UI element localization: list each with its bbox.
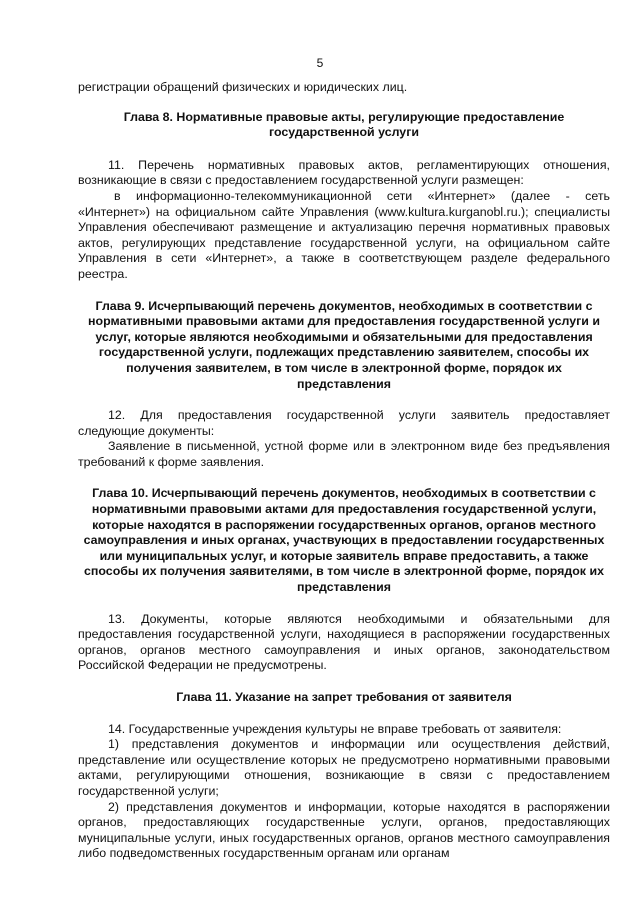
intro-line: регистрации обращений физических и юридических лиц. xyxy=(78,80,408,94)
chapter-9-paragraph-1: 12. Для предоставления государственной услуги заявитель предоставляет следующие документы: xyxy=(78,408,610,438)
chapter-11-paragraph-2: 1) представления документов и информации или осуществления действий, представление или осуществление которых не предусмотрено нормативными правовыми актами, регулирующими отношения, возникающие в связи с предоставлением государственной услуги; xyxy=(78,737,610,798)
page-number: 5 xyxy=(316,56,324,70)
chapter-8-paragraph-2: в информационно-телекоммуникационной сети «Интернет» (далее - сеть «Интернет») на официальном сайте Управления (www.kultura.kurganobl.ru.); специалисты Управления обеспечивают размещение и актуализацию перечня нормативных правовых актов, регулирующих представление государственной услуги, на официальном сайте Управления в сети «Интернет», а также в соответствующем разделе федерального реестра. xyxy=(78,188,610,281)
chapter-11-title: Глава 11. Указание на запрет требования от заявителя xyxy=(176,690,512,704)
document-body xyxy=(78,80,610,862)
chapter-10-paragraph-1: 13. Документы, которые являются необходимыми и обязательными для предоставления государственной услуги, находящиеся в распоряжении государственных органов, органов местного самоуправления и иных органов, законодательством Российской Федерации не предусмотрены. xyxy=(78,611,610,673)
chapter-11-paragraph-1: 14. Государственные учреждения культуры не вправе требовать от заявителя: xyxy=(108,721,562,736)
chapter-10-title: Глава 10. Исчерпывающий перечень документов, необходимых в соответствии с нормативными правовыми актами для предоставления государственной услуги, которые находятся в распоряжении государственных органов, органов местного самоуправления и иных органах, участвующих в предоставлении государственных или муниципальных услуг, и которые заявитель вправе предоставить, а также способы их получения заявителями, в том числе в электронной форме, порядок их представления xyxy=(83,486,605,595)
chapter-8-title: Глава 8. Нормативные правовые акты, регулирующие предоставление государственной услуги xyxy=(123,109,565,140)
chapter-11-paragraph-3: 2) представления документов и информации, которые находятся в распоряжении органов, предоставляющих государственные услуги, органов, предоставляющих муниципальные услуги, иных государственных органов, органов местного самоуправления либо подведомственных государственным органам или органам xyxy=(78,799,610,861)
chapter-9-title: Глава 9. Исчерпывающий перечень документов, необходимых в соответствии с нормативными правовыми актами для предоставления государственной услуги и услуг, которые являются необходимыми и обязательными для предоставления государственной услуги, подлежащих представлению заявителем, способы их получения заявителем, в том числе в электронной форме, порядок их представления xyxy=(88,298,600,391)
chapter-9-paragraph-2: Заявление в письменной, устной форме или в электронном виде без предъявления требований к форме заявления. xyxy=(78,439,610,469)
chapter-8-paragraph-1: 11. Перечень нормативных правовых актов, регламентирующих отношения, возникающие в связи с предоставлением государственной услуги размещен: xyxy=(78,157,610,188)
